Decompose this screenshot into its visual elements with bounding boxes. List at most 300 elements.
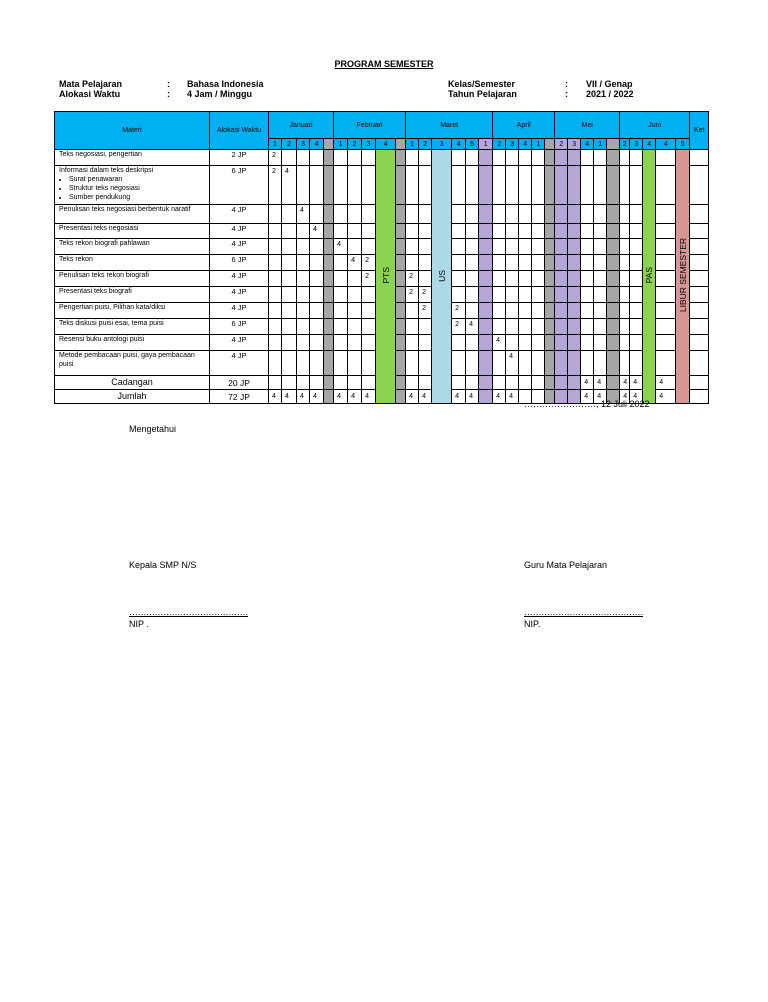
- materi-cell: [55, 287, 210, 303]
- week-cell: [452, 150, 466, 166]
- libur-label: LIBUR SEMESTER: [677, 238, 688, 313]
- week-cell: [282, 351, 297, 376]
- week-cell: [419, 239, 432, 255]
- week-number: 3: [568, 139, 581, 150]
- week-number: 2: [348, 139, 362, 150]
- week-cell: [310, 166, 324, 205]
- alokasi-cell: 4 JP: [210, 303, 269, 319]
- week-cell: [269, 205, 282, 224]
- week-cell: [532, 239, 545, 255]
- week-cell: [493, 224, 506, 239]
- purple-separator: [555, 239, 568, 255]
- week-cell: 4: [594, 376, 607, 390]
- gray-separator: [396, 319, 406, 335]
- gray-separator: [324, 239, 334, 255]
- week-cell: [269, 287, 282, 303]
- purple-separator: [568, 166, 581, 205]
- week-cell: [282, 224, 297, 239]
- materi-cell: [55, 303, 210, 319]
- week-cell: [594, 239, 607, 255]
- week-cell: [630, 150, 643, 166]
- purple-separator: [568, 239, 581, 255]
- gray-separator: [607, 287, 620, 303]
- week-number: 3: [432, 139, 452, 150]
- week-cell: [519, 255, 532, 271]
- week-cell: 4: [348, 255, 362, 271]
- week-cell: 2: [362, 271, 376, 287]
- materi-text: Teks negosiasi, pengertian: [59, 151, 142, 158]
- purple-separator: [479, 166, 493, 205]
- mapel-value: Bahasa Indonesia: [187, 79, 264, 89]
- week-cell: [620, 224, 630, 239]
- purple-separator: [555, 335, 568, 351]
- materi-cell: [55, 351, 210, 376]
- week-cell: [348, 351, 362, 376]
- week-cell: [620, 319, 630, 335]
- gray-separator: [396, 376, 406, 390]
- week-cell: 2: [406, 287, 419, 303]
- gray-separator: [545, 150, 555, 166]
- week-cell: [506, 224, 519, 239]
- gray-separator: [607, 224, 620, 239]
- week-cell: [282, 239, 297, 255]
- week-cell: [493, 319, 506, 335]
- materi-cell: [55, 271, 210, 287]
- week-number: 5: [676, 139, 690, 150]
- alokasi-cell: 4 JP: [210, 335, 269, 351]
- purple-separator: [479, 390, 493, 404]
- gray-separator: [324, 205, 334, 224]
- week-cell: [581, 319, 594, 335]
- week-cell: [630, 319, 643, 335]
- purple-separator: [479, 319, 493, 335]
- ket-cell: [690, 239, 709, 255]
- week-cell: 4: [406, 390, 419, 404]
- week-number: 2: [419, 139, 432, 150]
- week-number: 2: [493, 139, 506, 150]
- week-cell: [348, 239, 362, 255]
- purple-separator: [555, 287, 568, 303]
- week-cell: [297, 271, 310, 287]
- week-cell: [419, 255, 432, 271]
- week-cell: [348, 150, 362, 166]
- week-cell: [362, 351, 376, 376]
- week-cell: [506, 150, 519, 166]
- week-cell: [452, 255, 466, 271]
- gray-separator: [396, 239, 406, 255]
- week-cell: [620, 166, 630, 205]
- month-header: Juni: [620, 112, 690, 139]
- week-cell: [506, 271, 519, 287]
- guru-label: Guru Mata Pelajaran: [524, 560, 608, 570]
- week-cell: [334, 287, 348, 303]
- week-cell: [656, 303, 676, 319]
- purple-separator: [555, 150, 568, 166]
- gray-separator: [607, 205, 620, 224]
- pts-label: PTS: [380, 267, 391, 284]
- week-cell: [419, 376, 432, 390]
- week-cell: [452, 271, 466, 287]
- week-cell: 4: [493, 390, 506, 404]
- week-cell: [297, 224, 310, 239]
- week-cell: [532, 224, 545, 239]
- week-cell: [581, 224, 594, 239]
- gray-separator: [324, 335, 334, 351]
- week-cell: [493, 351, 506, 376]
- gray-separator: [607, 255, 620, 271]
- kelas-colon: :: [565, 79, 568, 89]
- materi-text: Informasi dalam teks deskripsi: [59, 167, 154, 174]
- alokasi-cell: 4 JP: [210, 224, 269, 239]
- week-cell: [532, 255, 545, 271]
- week-cell: 4: [581, 390, 594, 404]
- week-cell: [519, 166, 532, 205]
- week-cell: [310, 150, 324, 166]
- purple-separator: [568, 287, 581, 303]
- week-cell: [630, 351, 643, 376]
- week-cell: [310, 205, 324, 224]
- mengetahui-text: Mengetahui: [129, 424, 177, 434]
- week-cell: [334, 224, 348, 239]
- week-cell: [581, 271, 594, 287]
- gray-separator: [545, 166, 555, 205]
- gray-separator: [324, 224, 334, 239]
- week-cell: [466, 335, 479, 351]
- week-cell: [506, 239, 519, 255]
- week-cell: [466, 166, 479, 205]
- week-cell: [310, 335, 324, 351]
- week-cell: [493, 287, 506, 303]
- purple-separator: [479, 239, 493, 255]
- gray-separator: [545, 224, 555, 239]
- week-cell: [581, 303, 594, 319]
- week-cell: [452, 224, 466, 239]
- week-cell: [581, 166, 594, 205]
- week-cell: [334, 351, 348, 376]
- jumlah-label: Jumlah: [55, 390, 210, 404]
- week-cell: [519, 205, 532, 224]
- week-cell: [452, 287, 466, 303]
- week-cell: 4: [334, 239, 348, 255]
- alokasi-cell: 6 JP: [210, 319, 269, 335]
- materi-cell: [55, 150, 210, 166]
- week-cell: [532, 376, 545, 390]
- purple-separator: [479, 376, 493, 390]
- ket-cell: [690, 335, 709, 351]
- purple-separator: [568, 150, 581, 166]
- materi-cell: [55, 205, 210, 224]
- gray-separator: [396, 205, 406, 224]
- week-cell: [493, 376, 506, 390]
- gray-separator: [607, 335, 620, 351]
- week-cell: 2: [269, 150, 282, 166]
- alokasi-cell: 6 JP: [210, 255, 269, 271]
- week-cell: [630, 335, 643, 351]
- week-cell: [362, 335, 376, 351]
- week-cell: [348, 271, 362, 287]
- materi-text: Penulisan teks rekon biografi: [59, 272, 149, 279]
- week-cell: [532, 351, 545, 376]
- week-cell: [297, 376, 310, 390]
- week-cell: 4: [297, 205, 310, 224]
- month-header: Januari: [269, 112, 334, 139]
- week-cell: [493, 166, 506, 205]
- week-cell: [581, 335, 594, 351]
- gray-separator: [324, 319, 334, 335]
- gray-separator: [607, 319, 620, 335]
- week-cell: [362, 224, 376, 239]
- purple-separator: [555, 255, 568, 271]
- week-cell: 4: [506, 390, 519, 404]
- gray-separator: [396, 150, 406, 166]
- gray-separator: [545, 351, 555, 376]
- week-cell: [419, 319, 432, 335]
- week-cell: [282, 376, 297, 390]
- week-cell: [466, 271, 479, 287]
- week-cell: [620, 303, 630, 319]
- week-cell: [519, 239, 532, 255]
- week-cell: [493, 150, 506, 166]
- week-cell: [532, 303, 545, 319]
- week-number: 5: [466, 139, 479, 150]
- week-cell: [362, 239, 376, 255]
- purple-separator: [555, 351, 568, 376]
- week-cell: [630, 166, 643, 205]
- gray-separator: [396, 390, 406, 404]
- week-cell: [310, 239, 324, 255]
- gray-separator: [324, 376, 334, 390]
- purple-separator: [568, 255, 581, 271]
- nip-right: NIP.: [524, 619, 541, 629]
- week-cell: [297, 319, 310, 335]
- week-cell: [282, 319, 297, 335]
- pts-column: [376, 150, 396, 404]
- week-number: 3: [630, 139, 643, 150]
- materi-text: Presentasi teks biografi: [59, 288, 132, 295]
- purple-separator: [479, 303, 493, 319]
- week-cell: [310, 303, 324, 319]
- week-cell: [594, 351, 607, 376]
- us-column: [432, 150, 452, 404]
- week-cell: [466, 239, 479, 255]
- week-number: 3: [362, 139, 376, 150]
- purple-separator: [568, 271, 581, 287]
- week-cell: [594, 224, 607, 239]
- gray-separator: [545, 205, 555, 224]
- week-cell: [406, 303, 419, 319]
- materi-bullet: • Struktur teks negosiasi: [69, 184, 209, 193]
- alokasi-label: Alokasi Waktu: [59, 89, 121, 99]
- week-cell: [419, 351, 432, 376]
- week-cell: [506, 335, 519, 351]
- week-cell: [269, 224, 282, 239]
- gray-separator: [396, 351, 406, 376]
- gray-separator: [545, 303, 555, 319]
- week-cell: [532, 166, 545, 205]
- gray-separator: [396, 335, 406, 351]
- month-header: Mei: [555, 112, 620, 139]
- week-cell: [532, 271, 545, 287]
- purple-separator: [568, 376, 581, 390]
- ket-cell: [690, 376, 709, 390]
- week-cell: 4: [620, 376, 630, 390]
- week-cell: [506, 376, 519, 390]
- materi-text: Resensi buku antologi puisi: [59, 336, 145, 343]
- gray-separator: [324, 271, 334, 287]
- week-cell: [297, 335, 310, 351]
- week-number: 2: [620, 139, 630, 150]
- week-cell: [656, 224, 676, 239]
- pas-column: [643, 150, 656, 404]
- week-cell: [656, 150, 676, 166]
- purple-separator: [568, 224, 581, 239]
- week-cell: [594, 271, 607, 287]
- purple-separator: [479, 351, 493, 376]
- alokasi-cell: 2 JP: [210, 150, 269, 166]
- week-cell: [656, 335, 676, 351]
- week-cell: [282, 205, 297, 224]
- week-cell: [630, 239, 643, 255]
- week-cell: [506, 319, 519, 335]
- purple-separator: [555, 303, 568, 319]
- week-cell: [466, 351, 479, 376]
- week-cell: [594, 335, 607, 351]
- week-cell: [310, 287, 324, 303]
- month-header: April: [493, 112, 555, 139]
- materi-text: Presentasi teks negosiasi: [59, 225, 139, 232]
- tahun-value: 2021 / 2022: [586, 89, 634, 99]
- week-cell: [334, 255, 348, 271]
- week-cell: [656, 319, 676, 335]
- week-cell: [282, 303, 297, 319]
- week-cell: 4: [493, 335, 506, 351]
- week-cell: [419, 271, 432, 287]
- week-cell: 2: [419, 287, 432, 303]
- week-cell: [519, 271, 532, 287]
- week-cell: [348, 335, 362, 351]
- purple-separator: [479, 205, 493, 224]
- week-cell: 2: [362, 255, 376, 271]
- purple-separator: [555, 224, 568, 239]
- week-cell: [269, 239, 282, 255]
- week-number: [324, 139, 334, 150]
- week-number: 1: [334, 139, 348, 150]
- week-cell: [406, 205, 419, 224]
- week-cell: [630, 271, 643, 287]
- week-number: 1: [532, 139, 545, 150]
- week-cell: [594, 255, 607, 271]
- alokasi-cell: 4 JP: [210, 271, 269, 287]
- week-cell: [452, 239, 466, 255]
- program-table: [54, 111, 729, 404]
- materi-cell: [55, 319, 210, 335]
- week-cell: [519, 335, 532, 351]
- week-cell: [334, 166, 348, 205]
- week-cell: 4: [466, 390, 479, 404]
- week-cell: [532, 287, 545, 303]
- week-cell: [452, 351, 466, 376]
- ket-cell: [690, 255, 709, 271]
- week-cell: [334, 150, 348, 166]
- week-cell: [594, 319, 607, 335]
- week-cell: [334, 335, 348, 351]
- materi-text: Teks diskusi puisi esai, tema puisi: [59, 320, 164, 327]
- week-number: 4: [376, 139, 396, 150]
- alokasi-cell: 4 JP: [210, 239, 269, 255]
- week-cell: [620, 150, 630, 166]
- week-cell: [620, 287, 630, 303]
- materi-cell: [55, 224, 210, 239]
- week-cell: 4: [466, 319, 479, 335]
- week-cell: [310, 376, 324, 390]
- week-number: 1: [594, 139, 607, 150]
- week-cell: [630, 224, 643, 239]
- week-cell: 4: [310, 390, 324, 404]
- gray-separator: [324, 390, 334, 404]
- week-cell: [406, 239, 419, 255]
- table-row: [55, 150, 729, 166]
- week-cell: 4: [362, 390, 376, 404]
- week-cell: [269, 335, 282, 351]
- week-cell: [630, 255, 643, 271]
- week-cell: [406, 166, 419, 205]
- gray-separator: [324, 351, 334, 376]
- kepala-sekolah-label: Kepala SMP N/S: [129, 560, 197, 570]
- gray-separator: [607, 351, 620, 376]
- week-cell: [419, 335, 432, 351]
- gray-separator: [545, 255, 555, 271]
- week-cell: [532, 205, 545, 224]
- week-cell: [506, 166, 519, 205]
- alokasi-cell: 6 JP: [210, 166, 269, 205]
- gray-separator: [396, 303, 406, 319]
- week-cell: 4: [656, 376, 676, 390]
- purple-separator: [555, 205, 568, 224]
- ket-cell: [690, 271, 709, 287]
- ket-cell: [690, 319, 709, 335]
- week-cell: [506, 303, 519, 319]
- week-cell: [452, 376, 466, 390]
- week-cell: [466, 287, 479, 303]
- week-cell: [348, 376, 362, 390]
- week-cell: [348, 224, 362, 239]
- week-cell: [656, 271, 676, 287]
- week-cell: [532, 335, 545, 351]
- purple-separator: [568, 351, 581, 376]
- tahun-colon: :: [565, 89, 568, 99]
- tahun-label: Tahun Pelajaran: [448, 89, 517, 99]
- col-alokasi: Alokasi Waktu: [210, 112, 269, 150]
- week-cell: [362, 303, 376, 319]
- gray-separator: [607, 150, 620, 166]
- week-cell: [348, 319, 362, 335]
- materi-text: Penulisan teks negosiasi berbentuk naratif: [59, 206, 191, 213]
- week-cell: [282, 255, 297, 271]
- week-cell: [506, 287, 519, 303]
- week-cell: [406, 150, 419, 166]
- week-cell: [620, 351, 630, 376]
- week-cell: [419, 224, 432, 239]
- week-cell: 4: [297, 390, 310, 404]
- week-cell: [594, 150, 607, 166]
- week-cell: [493, 205, 506, 224]
- week-cell: 4: [282, 166, 297, 205]
- week-number: [396, 139, 406, 150]
- alokasi-cell: 4 JP: [210, 351, 269, 376]
- week-cell: [282, 335, 297, 351]
- gray-separator: [324, 303, 334, 319]
- week-cell: 4: [594, 390, 607, 404]
